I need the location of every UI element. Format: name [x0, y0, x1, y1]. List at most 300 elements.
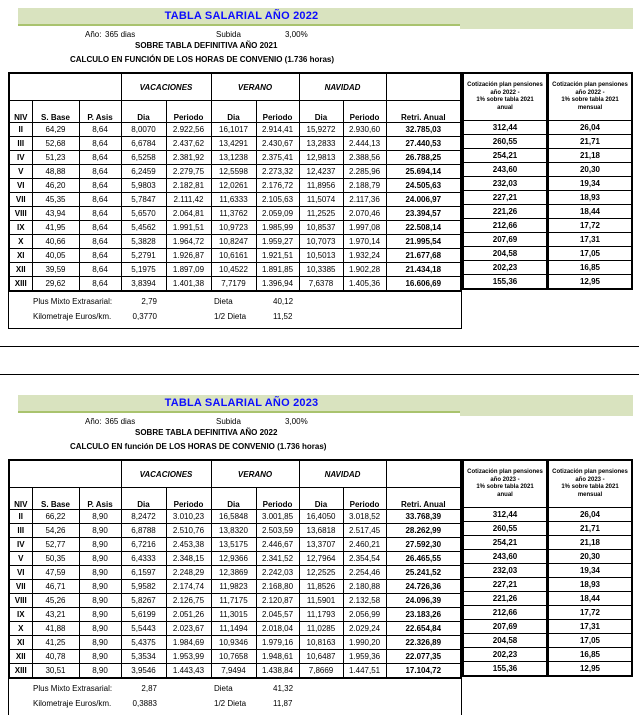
cell: 5,7847	[121, 193, 166, 207]
cell: 7,8669	[299, 664, 343, 679]
cell: 10,9723	[211, 221, 256, 235]
table-row	[9, 137, 461, 151]
pension-header-line: Cotización plan pensiones	[552, 469, 628, 475]
cell: 2.460,21	[343, 538, 386, 552]
cell: 2.018,04	[256, 622, 299, 636]
column-header-cell: NIV	[9, 101, 32, 123]
cell: 1.438,84	[256, 664, 299, 679]
table-row	[9, 552, 461, 566]
cell: 8,64	[79, 207, 121, 221]
title-bar-extension	[460, 24, 633, 29]
cell: 51,23	[32, 151, 79, 165]
header-corner-cell	[9, 460, 121, 488]
table-row	[9, 151, 461, 165]
cell: 3.010,23	[166, 510, 211, 524]
cell: 47,59	[32, 566, 79, 580]
table-row	[9, 123, 461, 137]
pension-value: 232,03	[464, 177, 546, 191]
cell: 10,3385	[299, 263, 343, 277]
cell-niv: IX	[9, 608, 32, 622]
pension-value: 16,85	[549, 648, 631, 662]
cell: 2.126,75	[166, 594, 211, 608]
cell: 41,95	[32, 221, 79, 235]
cell: 3,8394	[121, 277, 166, 292]
salary-table	[8, 459, 462, 679]
table-row	[9, 221, 461, 235]
cell: 1.959,27	[256, 235, 299, 249]
cell: 2.051,26	[166, 608, 211, 622]
pension-value: 21,71	[549, 522, 631, 536]
pension-header	[464, 74, 546, 121]
cell: 40,05	[32, 249, 79, 263]
cell: 2.120,87	[256, 594, 299, 608]
cell: 8,90	[79, 552, 121, 566]
column-header-cell: Retri. Anual	[386, 101, 461, 123]
cell: 54,26	[32, 524, 79, 538]
cell: 8,64	[79, 165, 121, 179]
cell: 5,3828	[121, 235, 166, 249]
subida-value: 3,00%	[285, 30, 308, 39]
cell: 29,62	[32, 277, 79, 292]
cell: 11,6333	[211, 193, 256, 207]
cell: 6,2459	[121, 165, 166, 179]
page-title: TABLA SALARIAL AÑO 2022	[164, 10, 319, 22]
column-header-cell: S. Base	[32, 488, 79, 510]
cell: 11,1494	[211, 622, 256, 636]
cell: 43,21	[32, 608, 79, 622]
cell: 5,2791	[121, 249, 166, 263]
cell-niv: VI	[9, 179, 32, 193]
cell-niv: XII	[9, 650, 32, 664]
cell: 10,4522	[211, 263, 256, 277]
cell: 6,4333	[121, 552, 166, 566]
cell: 2.388,56	[343, 151, 386, 165]
cell: 1.964,72	[166, 235, 211, 249]
cell: 8,64	[79, 235, 121, 249]
cell: 10,8537	[299, 221, 343, 235]
meta-line-base-table: SOBRE TABLA DEFINITIVA AÑO 2022	[135, 428, 278, 437]
pension-value: 18,93	[549, 578, 631, 592]
cell: 5,9582	[121, 580, 166, 594]
cell-niv: IV	[9, 538, 32, 552]
cell-niv: II	[9, 123, 32, 137]
table-footer	[8, 677, 462, 715]
cell: 5,6199	[121, 608, 166, 622]
cell: 13,6818	[299, 524, 343, 538]
cell-niv: VI	[9, 566, 32, 580]
pension-value: 17,31	[549, 620, 631, 634]
dieta-label: Dieta	[214, 684, 233, 693]
cell: 8,90	[79, 510, 121, 524]
plus-mixto-value: 2,79	[141, 297, 157, 306]
cell-niv: VIII	[9, 594, 32, 608]
pension-header	[464, 461, 546, 508]
meta-line-calc: CALCULO EN FUNCIÓN DE LOS HORAS DE CONVENIO (1.736 horas)	[70, 55, 335, 64]
page-content	[0, 0, 639, 346]
column-header-cell: Periodo	[256, 101, 299, 123]
pension-value: 227,21	[464, 578, 546, 592]
table-row	[9, 664, 461, 679]
cell: 1.447,51	[343, 664, 386, 679]
pension-value: 26,04	[549, 121, 631, 135]
cell: 10,9346	[211, 636, 256, 650]
cell: 16,4050	[299, 510, 343, 524]
cell: 2.168,80	[256, 580, 299, 594]
cell: 40,78	[32, 650, 79, 664]
cell: 10,8247	[211, 235, 256, 249]
pension-value: 221,26	[464, 205, 546, 219]
cell: 8,90	[79, 664, 121, 679]
column-header-cell: Periodo	[166, 488, 211, 510]
cell: 16.606,69	[386, 277, 461, 292]
cell: 11,3015	[211, 608, 256, 622]
cell: 8,90	[79, 650, 121, 664]
cell: 1.979,16	[256, 636, 299, 650]
group-header-cell: VERANO	[211, 460, 299, 488]
cell-niv: VII	[9, 580, 32, 594]
pension-value: 21,71	[549, 135, 631, 149]
pension-value: 26,04	[549, 508, 631, 522]
cell: 25.694,14	[386, 165, 461, 179]
pension-value: 260,55	[464, 522, 546, 536]
cell: 2.517,45	[343, 524, 386, 538]
cell-niv: VII	[9, 193, 32, 207]
cell-niv: IX	[9, 221, 32, 235]
pension-value: 18,44	[549, 592, 631, 606]
cell: 1.396,94	[256, 277, 299, 292]
cell: 5,4562	[121, 221, 166, 235]
cell: 2.254,46	[343, 566, 386, 580]
cell: 12,4237	[299, 165, 343, 179]
cell: 12,2525	[299, 566, 343, 580]
cell: 23.394,57	[386, 207, 461, 221]
cell: 21.995,54	[386, 235, 461, 249]
cell: 1.970,14	[343, 235, 386, 249]
pension-value: 232,03	[464, 564, 546, 578]
pension-value: 18,44	[549, 205, 631, 219]
cell: 1.443,43	[166, 664, 211, 679]
pension-value: 243,60	[464, 550, 546, 564]
cell: 11,8956	[299, 179, 343, 193]
column-header-cell: Dia	[211, 488, 256, 510]
cell: 2.242,03	[256, 566, 299, 580]
pension-value: 204,58	[464, 247, 546, 261]
cell: 2.248,29	[166, 566, 211, 580]
cell: 12,7964	[299, 552, 343, 566]
column-header-cell: Dia	[299, 101, 343, 123]
cell-niv: XI	[9, 249, 32, 263]
pension-header-line: año 2023 -	[490, 476, 520, 483]
cell: 2.510,76	[166, 524, 211, 538]
cell: 13,3707	[299, 538, 343, 552]
header-group-row	[9, 73, 461, 101]
group-header-cell: VACACIONES	[121, 73, 211, 101]
cell: 8,64	[79, 249, 121, 263]
pension-value: 202,23	[464, 648, 546, 662]
cell: 8,64	[79, 123, 121, 137]
cell: 24.096,39	[386, 594, 461, 608]
pension-value: 212,66	[464, 606, 546, 620]
cell-niv: II	[9, 510, 32, 524]
cell: 12,9366	[211, 552, 256, 566]
cell: 7,9494	[211, 664, 256, 679]
cell: 5,5443	[121, 622, 166, 636]
subida-label: Subida	[216, 30, 241, 39]
cell: 40,66	[32, 235, 79, 249]
cell: 46,71	[32, 580, 79, 594]
column-header-cell: Periodo	[166, 101, 211, 123]
cell: 2.059,09	[256, 207, 299, 221]
cell: 5,1975	[121, 263, 166, 277]
column-header-cell: P. Asis	[79, 101, 121, 123]
cell: 64,29	[32, 123, 79, 137]
cell: 33.768,39	[386, 510, 461, 524]
pension-value: 21,18	[549, 536, 631, 550]
header-label-row	[9, 101, 461, 123]
cell: 2.279,75	[166, 165, 211, 179]
media-dieta-value: 11,87	[273, 699, 293, 708]
cell: 1.897,09	[166, 263, 211, 277]
column-header-cell: Dia	[121, 488, 166, 510]
cell: 48,88	[32, 165, 79, 179]
table-row	[9, 622, 461, 636]
cell: 15,9272	[299, 123, 343, 137]
cell: 10,6161	[211, 249, 256, 263]
cell: 11,1793	[299, 608, 343, 622]
cell: 2.914,41	[256, 123, 299, 137]
cell: 28.262,99	[386, 524, 461, 538]
cell: 66,22	[32, 510, 79, 524]
cell: 2.930,60	[343, 123, 386, 137]
cell: 6,7216	[121, 538, 166, 552]
cell: 12,3869	[211, 566, 256, 580]
cell: 1.990,20	[343, 636, 386, 650]
cell: 3.001,85	[256, 510, 299, 524]
column-header-cell: Dia	[121, 101, 166, 123]
table-row	[9, 207, 461, 221]
column-header-cell: Periodo	[343, 101, 386, 123]
year-label: Año:	[85, 417, 102, 426]
group-header-cell: NAVIDAD	[299, 73, 386, 101]
cell: 23.183,26	[386, 608, 461, 622]
pension-header-line: 1% sobre tabla 2021	[561, 484, 619, 490]
pension-value: 254,21	[464, 536, 546, 550]
cell: 22.077,35	[386, 650, 461, 664]
cell: 6,8788	[121, 524, 166, 538]
cell: 8,90	[79, 580, 121, 594]
cell: 10,7658	[211, 650, 256, 664]
cell: 2.045,57	[256, 608, 299, 622]
pension-value: 254,21	[464, 149, 546, 163]
column-header-cell: S. Base	[32, 101, 79, 123]
cell: 25.241,52	[386, 566, 461, 580]
table-row	[9, 580, 461, 594]
pension-header	[549, 461, 631, 508]
cell: 41,88	[32, 622, 79, 636]
cell: 52,77	[32, 538, 79, 552]
cell: 2.446,67	[256, 538, 299, 552]
salary-table	[8, 72, 462, 292]
meta-line-calc: CALCULO EN función DE LOS HORAS DE CONVENIO (1.736 horas)	[70, 442, 327, 451]
pension-value: 155,36	[492, 664, 518, 673]
cell: 2.070,46	[343, 207, 386, 221]
cell: 3,9546	[121, 664, 166, 679]
cell: 11,5901	[299, 594, 343, 608]
cell: 8,90	[79, 608, 121, 622]
year-value: 365 dias	[105, 417, 136, 426]
cell: 2.174,74	[166, 580, 211, 594]
pension-value: 207,69	[464, 620, 546, 634]
cell: 22.326,89	[386, 636, 461, 650]
cell: 8,2472	[121, 510, 166, 524]
table-row	[9, 249, 461, 263]
table-row	[9, 636, 461, 650]
cell-niv: V	[9, 165, 32, 179]
cell: 6,5258	[121, 151, 166, 165]
dieta-value: 40,12	[273, 297, 294, 306]
pension-value: 17,31	[549, 233, 631, 247]
cell: 2.105,63	[256, 193, 299, 207]
pension-value: 12,95	[579, 664, 601, 673]
header-group-row	[9, 460, 461, 488]
cell: 11,8526	[299, 580, 343, 594]
pension-value: 227,21	[464, 191, 546, 205]
cell: 1.953,99	[166, 650, 211, 664]
cell: 46,20	[32, 179, 79, 193]
cell: 2.453,38	[166, 538, 211, 552]
pension-header-line: 1% sobre tabla 2021	[476, 97, 534, 103]
dieta-value: 41,32	[273, 684, 294, 693]
cell-niv: XI	[9, 636, 32, 650]
cell: 1.401,38	[166, 277, 211, 292]
cell: 2.437,62	[166, 137, 211, 151]
pension-value: 19,34	[549, 564, 631, 578]
cell: 45,26	[32, 594, 79, 608]
cell-niv: IV	[9, 151, 32, 165]
media-dieta-value: 11,52	[273, 312, 293, 321]
cell: 8,64	[79, 179, 121, 193]
cell: 26.465,55	[386, 552, 461, 566]
cell: 22.508,14	[386, 221, 461, 235]
cell: 8,90	[79, 636, 121, 650]
pension-header	[549, 74, 631, 121]
pension-header-line: Cotización plan pensiones	[552, 82, 628, 88]
page-title: TABLA SALARIAL AÑO 2023	[164, 397, 319, 409]
pension-header-line: 1% sobre tabla 2021	[561, 97, 619, 103]
cell: 2.444,13	[343, 137, 386, 151]
header-corner-cell	[386, 73, 461, 101]
title-underline	[18, 411, 460, 413]
pension-value: 17,72	[549, 606, 631, 620]
cell: 1.985,99	[256, 221, 299, 235]
pension-value: 17,05	[549, 634, 631, 648]
cell: 2.354,54	[343, 552, 386, 566]
pension-value: 212,66	[464, 219, 546, 233]
header-corner-cell	[9, 73, 121, 101]
table-row	[9, 594, 461, 608]
dieta-label: Dieta	[214, 297, 233, 306]
table-row	[9, 179, 461, 193]
kilometraje-value: 0,3883	[132, 699, 157, 708]
header-label-row	[9, 488, 461, 510]
cell: 8,0070	[121, 123, 166, 137]
cell: 8,64	[79, 151, 121, 165]
cell: 2.273,32	[256, 165, 299, 179]
cell: 8,64	[79, 277, 121, 292]
table-row	[9, 510, 461, 524]
cell: 8,90	[79, 566, 121, 580]
cell: 6,6784	[121, 137, 166, 151]
table-row	[9, 566, 461, 580]
cell: 1.997,08	[343, 221, 386, 235]
pension-value: 243,60	[464, 163, 546, 177]
group-header-cell: VERANO	[211, 73, 299, 101]
cell: 17.104,72	[386, 664, 461, 679]
year-label: Año:	[85, 30, 102, 39]
pension-value: 312,44	[464, 121, 546, 135]
cell: 2.132,58	[343, 594, 386, 608]
column-header-cell: Periodo	[256, 488, 299, 510]
cell: 2.064,81	[166, 207, 211, 221]
group-header-cell: VACACIONES	[121, 460, 211, 488]
cell: 2.111,42	[166, 193, 211, 207]
page-content	[0, 387, 639, 715]
cell: 45,35	[32, 193, 79, 207]
title-underline	[18, 24, 460, 26]
plus-mixto-value: 2,87	[141, 684, 157, 693]
subida-value: 3,00%	[285, 417, 308, 426]
column-header-cell: Retri. Anual	[386, 488, 461, 510]
cell: 13,5175	[211, 538, 256, 552]
cell-niv: V	[9, 552, 32, 566]
cell: 24.505,63	[386, 179, 461, 193]
cell: 10,7073	[299, 235, 343, 249]
table-row	[9, 235, 461, 249]
table-row	[9, 650, 461, 664]
cell: 21.677,68	[386, 249, 461, 263]
cell: 10,8163	[299, 636, 343, 650]
pension-column-anual	[462, 459, 548, 677]
cell: 41,25	[32, 636, 79, 650]
pension-header-line: anual	[497, 104, 513, 111]
cell: 43,94	[32, 207, 79, 221]
cell: 5,3534	[121, 650, 166, 664]
cell: 13,2833	[299, 137, 343, 151]
title-bar	[18, 8, 633, 24]
cell: 2.348,15	[166, 552, 211, 566]
table-row	[9, 165, 461, 179]
cell-niv: III	[9, 524, 32, 538]
cell: 2.180,88	[343, 580, 386, 594]
cell: 2.029,24	[343, 622, 386, 636]
pension-header-line: mensual	[577, 104, 603, 111]
cell: 11,7175	[211, 594, 256, 608]
cell: 3.018,52	[343, 510, 386, 524]
pension-header-line: anual	[497, 491, 513, 498]
table-row	[9, 277, 461, 292]
column-header-cell: NIV	[9, 488, 32, 510]
cell-niv: XII	[9, 263, 32, 277]
cell-niv: VIII	[9, 207, 32, 221]
pension-value: 221,26	[464, 592, 546, 606]
pension-column-anual	[462, 72, 548, 290]
cell: 2.922,56	[166, 123, 211, 137]
cell: 1.902,28	[343, 263, 386, 277]
cell: 1.891,85	[256, 263, 299, 277]
pension-value: 202,23	[464, 261, 546, 275]
table-footer	[8, 290, 462, 329]
pension-column-mensual	[547, 459, 633, 677]
